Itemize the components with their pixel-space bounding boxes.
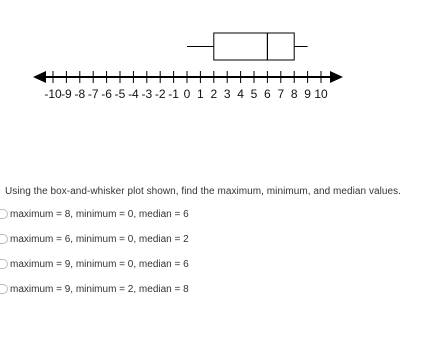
tick-label: 3 — [223, 87, 231, 101]
tick-label: -7 — [87, 87, 99, 101]
radio-button[interactable] — [0, 259, 8, 269]
radio-button[interactable] — [0, 284, 8, 294]
answer-option-3[interactable] — [0, 257, 189, 271]
left-arrow-icon — [33, 71, 46, 83]
interquartile-box — [214, 33, 294, 60]
tick-label: -6 — [101, 87, 112, 101]
tick-label: -3 — [141, 87, 153, 101]
tick-label: 9 — [304, 87, 311, 101]
answer-option-1[interactable] — [0, 207, 189, 221]
tick-label: -2 — [154, 87, 166, 101]
radio-button[interactable] — [0, 234, 8, 244]
tick-label: -10 — [44, 87, 62, 101]
box-plot — [187, 33, 308, 60]
tick-label: 7 — [277, 87, 285, 101]
option-label: maximum = 6, minimum = 0, median = 2 — [10, 233, 189, 245]
tick-label: 8 — [290, 87, 298, 101]
tick-label: -5 — [114, 87, 126, 101]
radio-button[interactable] — [0, 209, 8, 219]
tick-label: -1 — [168, 87, 179, 101]
number-line — [33, 71, 343, 101]
option-label: maximum = 9, minimum = 2, median = 8 — [10, 283, 189, 295]
tick-label: 4 — [237, 87, 244, 101]
tick-label: 1 — [197, 87, 204, 101]
answer-option-4[interactable] — [0, 282, 189, 296]
tick-label: -8 — [74, 87, 86, 101]
tick-label: 6 — [264, 87, 271, 101]
question-text: Using the box-and-whisker plot shown, find the maximum, minimum, and median values. — [5, 186, 401, 197]
right-arrow-icon — [330, 71, 343, 83]
box-whisker-plot — [0, 0, 428, 110]
tick-label: 2 — [210, 87, 218, 101]
option-label: maximum = 9, minimum = 0, median = 6 — [10, 258, 189, 270]
option-label: maximum = 8, minimum = 0, median = 6 — [10, 208, 189, 220]
tick-label: -9 — [61, 87, 72, 101]
tick-label: -4 — [128, 87, 139, 101]
tick-label: 5 — [250, 87, 258, 101]
tick-label: 10 — [314, 87, 328, 101]
tick-label: 0 — [183, 87, 191, 101]
answer-option-2[interactable] — [0, 232, 189, 246]
